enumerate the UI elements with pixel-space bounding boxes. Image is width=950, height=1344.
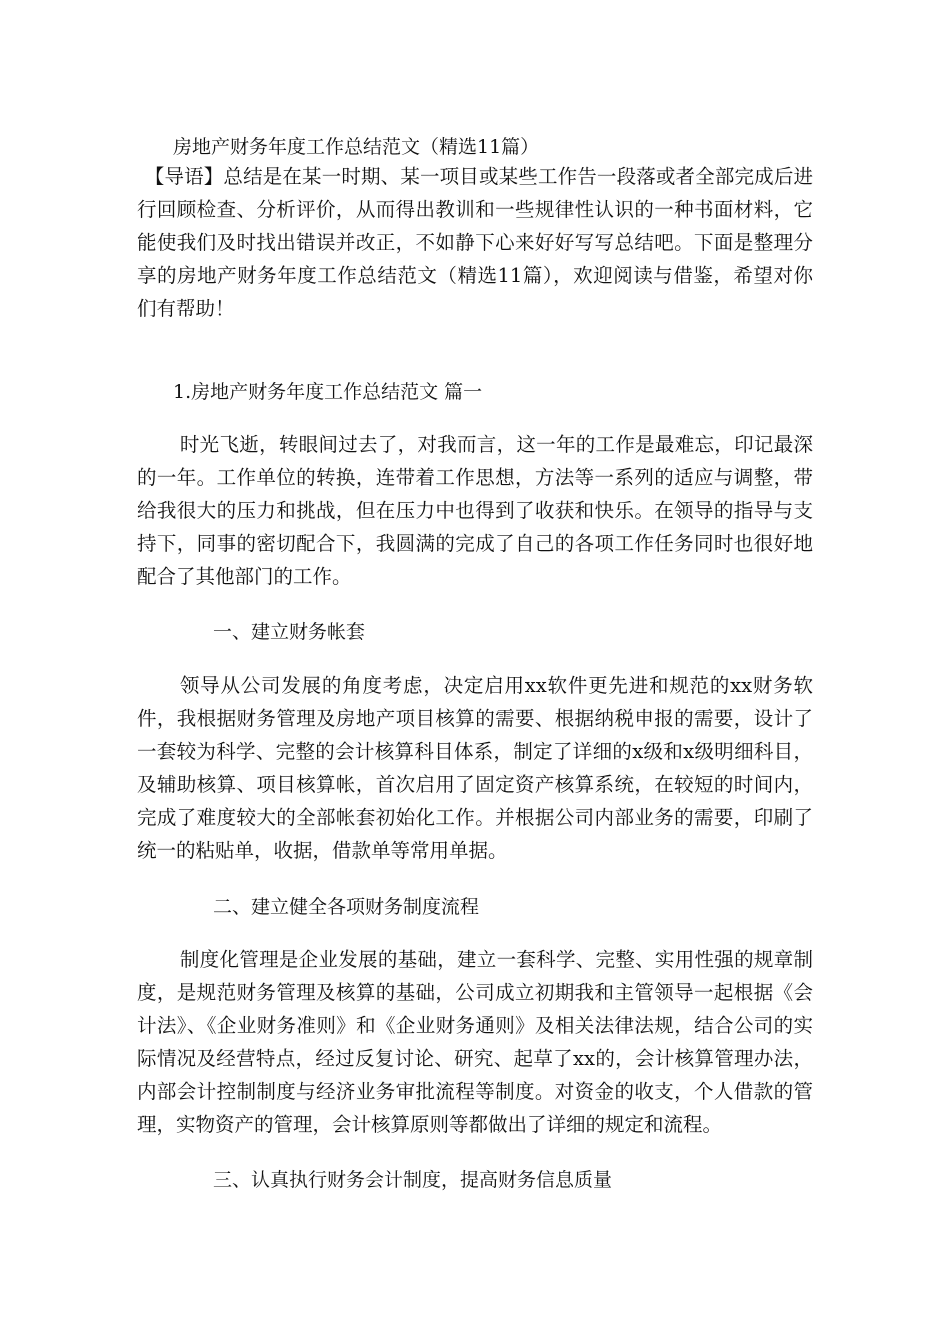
intro-paragraph: 【导语】总结是在某一时期、某一项目或某些工作告一段落或者全部完成后进行回顾检查、分析评价，从而得出教训和一些规律性认识的一种书面材料，它能使我们及时找出错误并改正，不如静下心来好好写写总结吧。下面是整理分享的房地产财务年度工作总结范文（精选11篇），欢迎阅读与借鉴，希望对你们有帮助！ — [137, 165, 813, 320]
section-heading-2: 二、建立健全各项财务制度流程 — [213, 896, 480, 918]
section-paragraph-1: 领导从公司发展的角度考虑，决定启用xx软件更先进和规范的xx财务软件，我根据财务管理及房地产项目核算的需要、根据纳税申报的需要，设计了一套较为科学、完整的会计核算科目体系，制定了详细的x级和x级明细科目，及辅助核算、项目核算帐，首次启用了固定资产核算系统，在较短的时间内，完成了难度较大的全部帐套初始化工作。并根据公司内部业务的需要，印刷了统一的粘贴单，收据，借款单等常用单据。 — [137, 674, 813, 862]
section-paragraph-2: 制度化管理是企业发展的基础，建立一套科学、完整、实用性强的规章制度，是规范财务管理及核算的基础，公司成立初期我和主管领导一起根据《会计法》、《企业财务准则》和《企业财务通则》及相关法律法规，结合公司的实际情况及经营特点，经过反复讨论、研究、起草了xx的，会计核算管理办法，内部会计控制制度与经济业务审批流程等制度。对资金的收支，个人借款的管理，实物资产的管理，会计核算原则等都做出了详细的规定和流程。 — [137, 948, 813, 1136]
opening-paragraph: 时光飞逝，转眼间过去了，对我而言，这一年的工作是最难忘，印记最深的一年。工作单位的转换，连带着工作思想，方法等一系列的适应与调整，带给我很大的压力和挑战，但在压力中也得到了收获和快乐。在领导的指导与支持下，同事的密切配合下，我圆满的完成了自己的各项工作任务同时也很好地配合了其他部门的工作。 — [137, 433, 813, 588]
document-title: 房地产财务年度工作总结范文（精选11篇） — [173, 136, 540, 158]
chapter-heading: 1.房地产财务年度工作总结范文 篇一 — [173, 381, 483, 403]
section-heading-3: 三、认真执行财务会计制度，提高财务信息质量 — [213, 1169, 613, 1191]
section-heading-1: 一、建立财务帐套 — [213, 621, 366, 643]
